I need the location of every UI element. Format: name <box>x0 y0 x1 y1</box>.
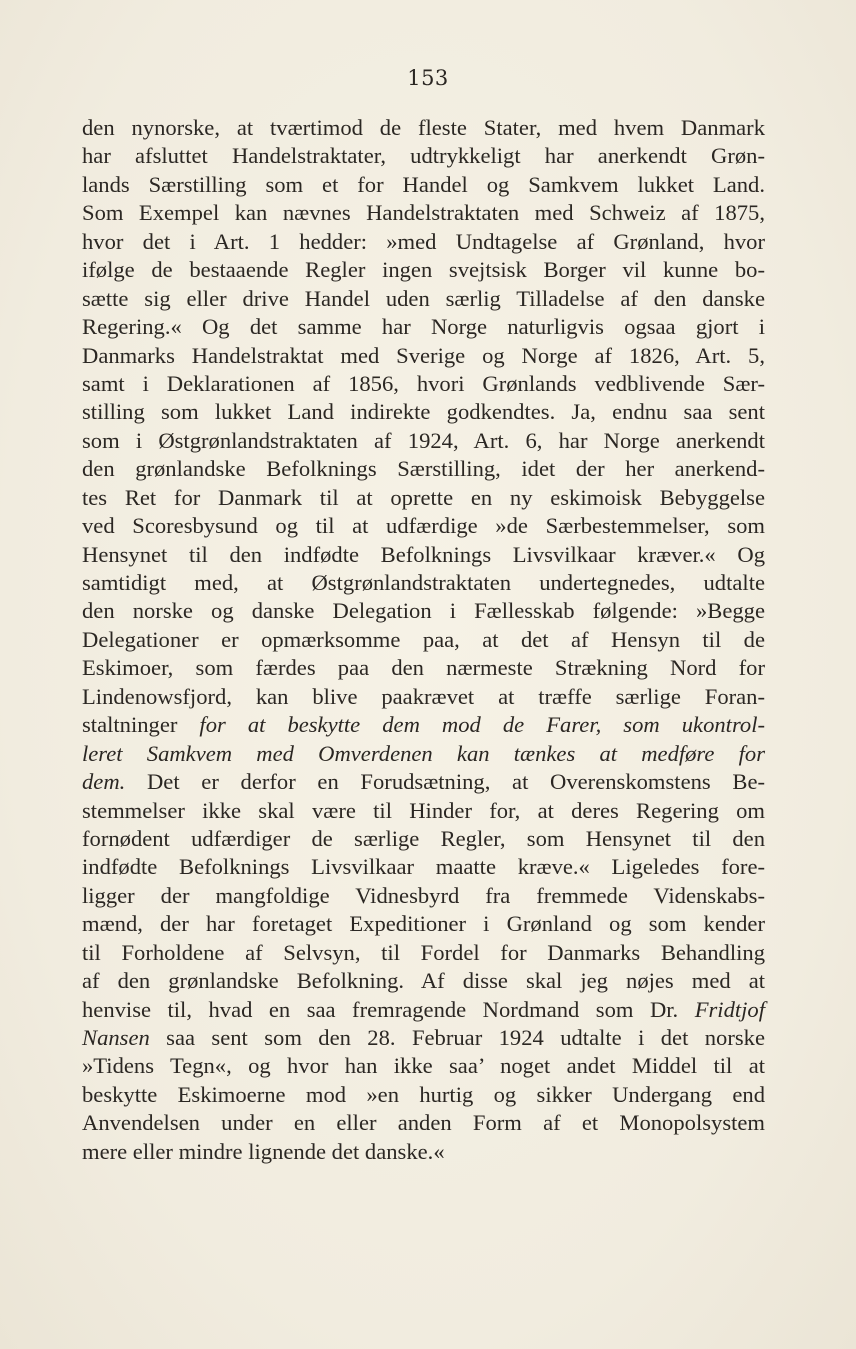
text-segment: »Tidens Tegn«, og hvor han ikke saa’ noget andet Middel til at <box>82 1053 765 1079</box>
text-segment: Regering.« Og det samme har Norge naturligvis ogsaa gjort i <box>82 314 765 340</box>
text-segment: ved Scoresbysund og til at udfærdige »de Særbestemmelser, som <box>82 513 765 539</box>
text-segment: staltninger <box>82 712 200 738</box>
text-segment: Delegationer er opmærksomme paa, at det af Hensyn til de <box>82 626 765 652</box>
text-line <box>82 626 765 654</box>
text-segment: henvise til, hvad en saa fremragende Nordmand som Dr. <box>82 996 695 1022</box>
text-segment: Som Exempel kan nævnes Handelstraktaten med Schweiz af 1875, <box>82 200 765 226</box>
text-line <box>82 171 765 199</box>
text-segment: ligger der mangfoldige Vidnesbyrd fra fremmede Videnskabs- <box>82 882 765 908</box>
text-segment: som i Østgrønlandstraktaten af 1924, Art. 6, har Norge anerkendt <box>82 427 765 453</box>
text-segment: Danmarks Handelstraktat med Sverige og Norge af 1826, Art. 5, <box>82 342 765 368</box>
text-line <box>82 740 765 768</box>
italic-text: Nansen <box>82 1025 150 1050</box>
text-segment: af den grønlandske Befolkning. Af disse skal jeg nøjes med at <box>82 968 765 994</box>
text-line <box>82 939 765 967</box>
text-line <box>82 1138 765 1166</box>
text-segment: lands Særstilling som et for Handel og Samkvem lukket Land. <box>82 171 765 197</box>
text-segment: Eskimoer, som færdes paa den nærmeste Strækning Nord for <box>82 655 765 681</box>
text-line <box>82 512 765 540</box>
text-line <box>82 996 765 1024</box>
text-line <box>82 541 765 569</box>
text-line <box>82 825 765 853</box>
text-line <box>82 1109 765 1137</box>
text-segment: sætte sig eller drive Handel uden særlig Tilladelse af den danske <box>82 285 765 311</box>
italic-text: Fridtjof <box>694 996 765 1022</box>
text-segment: saa sent som den 28. Februar 1924 udtalte i det norske <box>149 1025 765 1050</box>
text-segment: fornødent udfærdiger de særlige Regler, som Hensynet til den <box>82 825 765 851</box>
text-segment: Anvendelsen under en eller anden Form af et Monopolsystem <box>82 1110 765 1136</box>
text-line <box>82 967 765 995</box>
text-segment: mere eller mindre lignende det danske.« <box>82 1138 445 1164</box>
text-line <box>82 683 765 711</box>
text-segment: har afsluttet Handelstraktater, udtrykkeligt har anerkendt Grøn- <box>82 143 765 169</box>
text-segment: beskytte Eskimoerne mod »en hurtig og sikker Undergang end <box>82 1081 765 1107</box>
text-line <box>82 569 765 597</box>
text-line <box>82 199 765 227</box>
text-line <box>82 768 765 796</box>
text-line <box>82 313 765 341</box>
text-segment: hvor det i Art. 1 hedder: »med Undtagelse af Grønland, hvor <box>82 228 765 254</box>
text-line <box>82 882 765 910</box>
italic-text: for at beskytte dem mod de Farer, som ukontrol- <box>199 712 765 738</box>
text-segment: Lindenowsfjord, kan blive paakrævet at træffe særlige Foran- <box>82 683 765 709</box>
text-line <box>82 455 765 483</box>
body-text <box>82 114 765 1166</box>
text-segment: mænd, der har foretaget Expeditioner i Grønland og som kender <box>82 911 765 937</box>
text-line <box>82 256 765 284</box>
text-line <box>82 1052 765 1080</box>
text-line <box>82 114 765 142</box>
text-segment: til Forholdene af Selvsyn, til Fordel for Danmarks Behandling <box>82 939 765 965</box>
text-line <box>82 342 765 370</box>
text-line <box>82 1081 765 1109</box>
text-line <box>82 427 765 455</box>
text-segment: Det er derfor en Forudsætning, at Overenskomstens Be- <box>125 769 765 795</box>
text-line <box>82 398 765 426</box>
text-line <box>82 285 765 313</box>
italic-text: leret Samkvem med Omverdenen kan tænkes at medføre for <box>82 740 765 766</box>
text-segment: den grønlandske Befolknings Særstilling, idet der her anerkend- <box>82 456 765 482</box>
text-line <box>82 1024 765 1052</box>
text-segment: stilling som lukket Land indirekte godkendtes. Ja, endnu saa sent <box>82 399 765 425</box>
text-line <box>82 654 765 682</box>
text-segment: samt i Deklarationen af 1856, hvori Grønlands vedblivende Sær- <box>82 370 765 396</box>
text-segment: stemmelser ikke skal være til Hinder for, at deres Regering om <box>82 797 765 823</box>
italic-text: dem. <box>82 769 126 795</box>
text-line <box>82 228 765 256</box>
text-segment: ifølge de bestaaende Regler ingen svejtsisk Borger vil kunne bo- <box>82 257 765 283</box>
text-segment: den norske og danske Delegation i Fællesskab følgende: »Begge <box>82 598 765 624</box>
text-line <box>82 797 765 825</box>
text-segment: den nynorske, at tværtimod de fleste Stater, med hvem Danmark <box>82 115 765 140</box>
text-line <box>82 711 765 739</box>
text-line <box>82 853 765 881</box>
text-line <box>82 910 765 938</box>
text-segment: indfødte Befolknings Livsvilkaar maatte kræve.« Ligeledes fore- <box>82 854 765 880</box>
page-number: 153 <box>407 66 449 90</box>
text-line <box>82 597 765 625</box>
text-segment: samtidigt med, at Østgrønlandstraktaten undertegnedes, udtalte <box>82 570 765 595</box>
text-line <box>82 484 765 512</box>
text-segment: Hensynet til den indfødte Befolknings Livsvilkaar kræver.« Og <box>82 541 765 567</box>
text-segment: tes Ret for Danmark til at oprette en ny eskimoisk Bebyggelse <box>82 484 765 510</box>
text-line <box>82 370 765 398</box>
text-line <box>82 142 765 170</box>
